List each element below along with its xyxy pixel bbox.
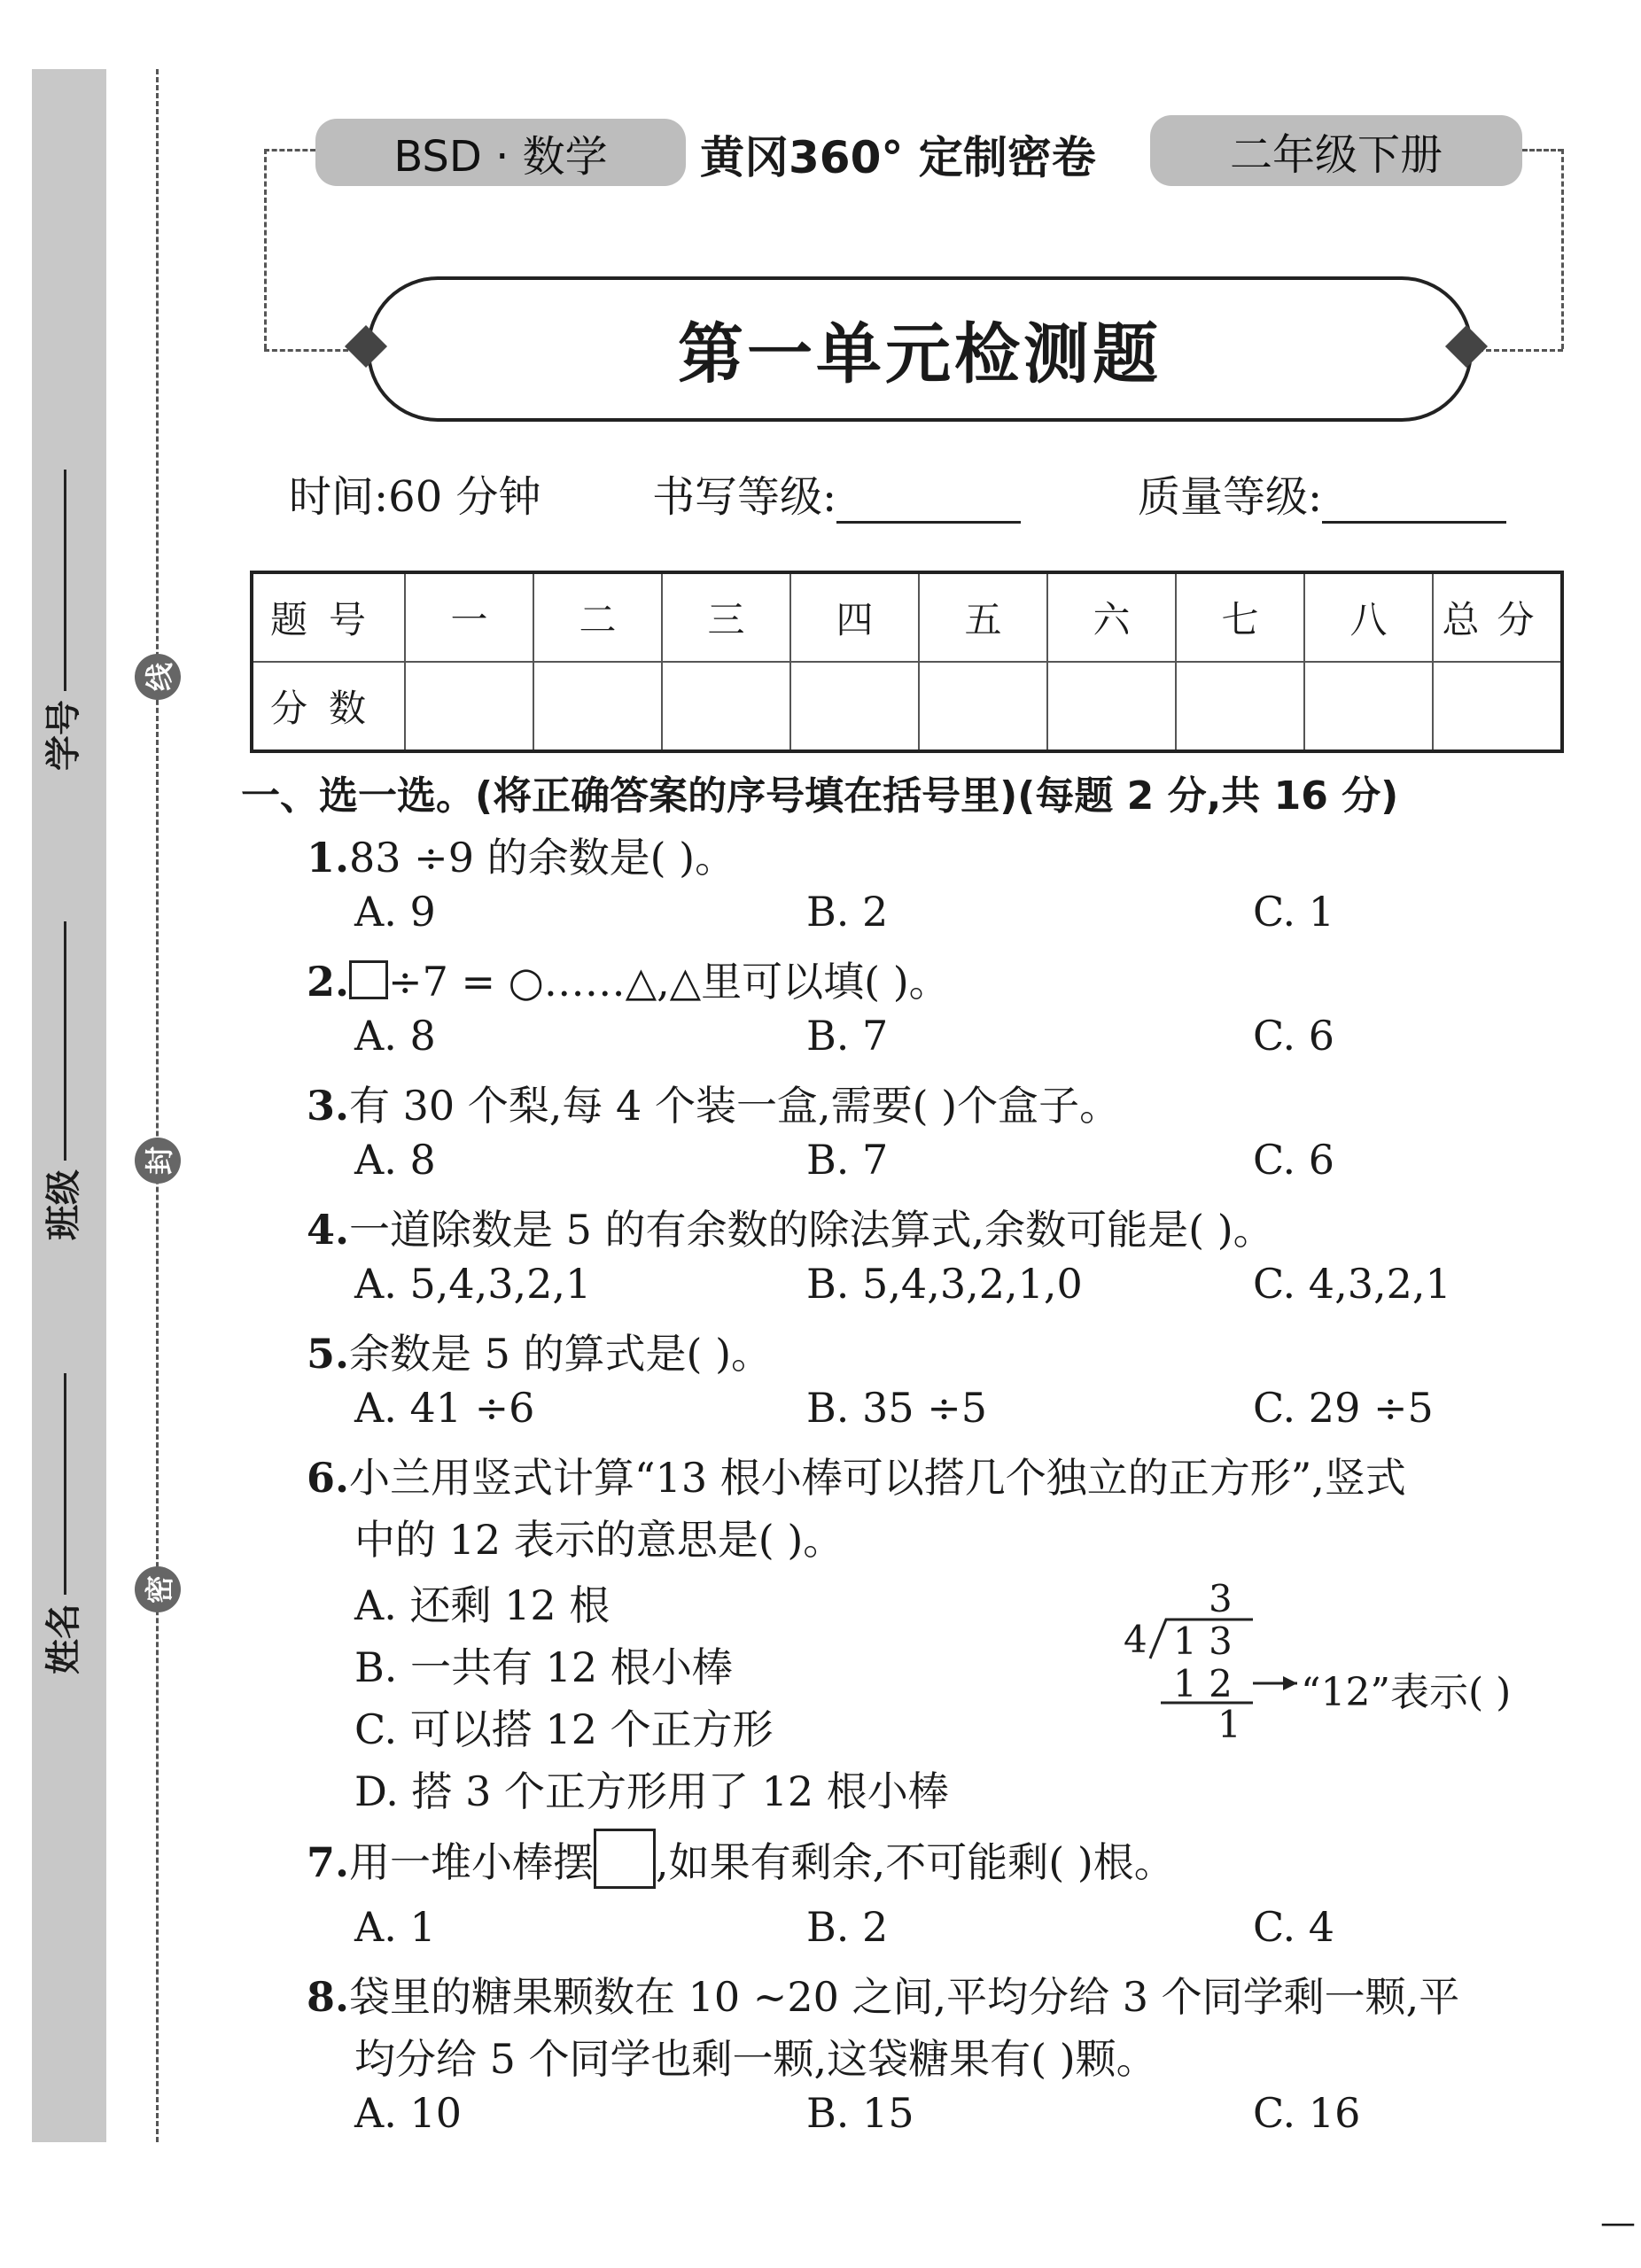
q7-text-after: ,如果有剩余,不可能剩( )根。 xyxy=(656,1838,1175,1886)
division-remainder: 1 xyxy=(1217,1703,1241,1746)
col-1: 一 xyxy=(405,572,533,662)
header-dash-left-b xyxy=(264,349,356,352)
q6-option-d[interactable]: D. 搭 3 个正方形用了 12 根小棒 xyxy=(354,1767,949,1815)
division-note: “12”表示( ) xyxy=(1301,1670,1512,1715)
col-6: 六 xyxy=(1047,572,1176,662)
score-cell[interactable] xyxy=(790,662,919,751)
grade-badge: 二年级下册 xyxy=(1150,115,1522,186)
seal-seal: 封 xyxy=(135,1138,181,1184)
col-3: 三 xyxy=(662,572,790,662)
q8-option-c[interactable]: C. 16 xyxy=(1253,2089,1361,2137)
q6-line2: 中的 12 表示的意思是( )。 xyxy=(354,1516,844,1564)
binding-strip xyxy=(32,69,106,2142)
question-1 xyxy=(307,826,735,884)
section-1-heading: 一、选一选。(将正确答案的序号填在括号里)(每题 2 分,共 16 分) xyxy=(241,773,1399,819)
header-dash-left-v xyxy=(264,149,267,349)
q1-option-b[interactable]: B. 2 xyxy=(806,888,889,936)
q8-option-b[interactable]: B. 15 xyxy=(806,2089,914,2137)
q4-number: 4. xyxy=(307,1206,350,1254)
score-table xyxy=(250,571,1564,753)
header-dash-right xyxy=(1522,149,1563,151)
score-table-header-row xyxy=(252,572,1562,662)
col-5: 五 xyxy=(919,572,1047,662)
q6-line1: 小兰用竖式计算“13 根小棒可以搭几个独立的正方形”,竖式 xyxy=(349,1454,1406,1502)
q6-number: 6. xyxy=(307,1454,350,1502)
score-cell[interactable] xyxy=(919,662,1047,751)
seal-line: 线 xyxy=(135,654,181,700)
question-6 xyxy=(307,1446,1406,1504)
writing-grade-label: 书写等级: xyxy=(652,472,837,522)
square-shape-icon xyxy=(594,1829,656,1889)
page-footer-mark: — xyxy=(1600,2202,1636,2243)
q1-option-a[interactable]: A. 9 xyxy=(354,888,436,936)
q5-text: 余数是 5 的算式是( )。 xyxy=(349,1330,773,1378)
q1-option-c[interactable]: C. 1 xyxy=(1253,888,1335,936)
question-3 xyxy=(307,1074,1120,1132)
col-2: 二 xyxy=(533,572,662,662)
score-cell[interactable] xyxy=(533,662,662,751)
name-line[interactable] xyxy=(64,1373,66,1595)
score-cell[interactable] xyxy=(1047,662,1176,751)
seal-secret: 密 xyxy=(135,1566,181,1612)
q4-option-b[interactable]: B. 5,4,3,2,1,0 xyxy=(806,1260,1083,1308)
q7-option-a[interactable]: A. 1 xyxy=(354,1903,436,1951)
question-4 xyxy=(307,1198,1274,1256)
q5-option-c[interactable]: C. 29 ÷5 xyxy=(1253,1384,1434,1432)
q7-number: 7. xyxy=(307,1838,350,1886)
header-dash-right-b xyxy=(1478,349,1563,352)
page-title: 第一单元检测题 xyxy=(367,276,1473,422)
question-2 xyxy=(307,950,950,1008)
q5-option-a[interactable]: A. 41 ÷6 xyxy=(354,1384,535,1432)
class-line[interactable] xyxy=(64,921,66,1161)
question-7 xyxy=(307,1829,1175,1889)
col-4: 四 xyxy=(790,572,919,662)
q7-text-before: 用一堆小棒摆 xyxy=(349,1838,595,1886)
row-head-score: 分数 xyxy=(252,662,405,751)
q6-option-a[interactable]: A. 还剩 12 根 xyxy=(354,1581,611,1629)
division-quotient: 3 xyxy=(1209,1577,1233,1620)
q1-text: 83 ÷9 的余数是( )。 xyxy=(349,834,736,882)
q8-line2: 均分给 5 个同学也剩一颗,这袋糖果有( )颗。 xyxy=(354,2035,1157,2083)
quality-grade xyxy=(1138,462,1506,524)
class-label: 班级 xyxy=(43,1169,84,1240)
quality-grade-field[interactable] xyxy=(1322,485,1506,524)
col-total: 总分 xyxy=(1433,572,1562,662)
writing-grade xyxy=(652,462,1021,524)
name-label: 姓名 xyxy=(43,1604,84,1674)
q2-option-b[interactable]: B. 7 xyxy=(806,1012,889,1060)
q8-line1: 袋里的糖果颗数在 10 ~20 之间,平均分给 3 个同学剩一颗,平 xyxy=(349,1973,1460,2021)
q2-number: 2. xyxy=(307,958,350,1006)
binding-cut-line xyxy=(156,69,159,2142)
score-cell[interactable] xyxy=(662,662,790,751)
score-cell[interactable] xyxy=(1433,662,1562,751)
division-dividend: 1 3 xyxy=(1173,1619,1233,1663)
division-divisor: 4 xyxy=(1124,1618,1147,1661)
header-dash-left xyxy=(264,149,315,151)
q6-option-c[interactable]: C. 可以搭 12 个正方形 xyxy=(354,1705,774,1753)
score-cell[interactable] xyxy=(1304,662,1433,751)
quality-grade-label: 质量等级: xyxy=(1138,472,1323,522)
q6-option-b[interactable]: B. 一共有 12 根小棒 xyxy=(354,1643,733,1691)
q1-number: 1. xyxy=(307,834,350,882)
score-table-score-row xyxy=(252,662,1562,751)
student-id-label: 学号 xyxy=(43,700,84,771)
q8-number: 8. xyxy=(307,1973,350,2021)
time-limit: 时间:60 分钟 xyxy=(289,472,541,522)
question-5 xyxy=(307,1322,772,1380)
score-cell[interactable] xyxy=(1176,662,1304,751)
writing-grade-field[interactable] xyxy=(836,485,1021,524)
q2-option-a[interactable]: A. 8 xyxy=(354,1012,436,1060)
q3-option-b[interactable]: B. 7 xyxy=(806,1136,889,1184)
q3-text: 有 30 个梨,每 4 个装一盒,需要( )个盒子。 xyxy=(349,1082,1121,1130)
q5-number: 5. xyxy=(307,1330,350,1378)
row-head-question: 题号 xyxy=(252,572,405,662)
q7-option-b[interactable]: B. 2 xyxy=(806,1903,889,1951)
q4-text: 一道除数是 5 的有余数的除法算式,余数可能是( )。 xyxy=(349,1206,1274,1254)
long-division xyxy=(1120,1577,1616,1745)
q2-option-c[interactable]: C. 6 xyxy=(1253,1012,1335,1060)
score-cell[interactable] xyxy=(405,662,533,751)
q4-option-c[interactable]: C. 4,3,2,1 xyxy=(1253,1260,1451,1308)
col-8: 八 xyxy=(1304,572,1433,662)
q4-option-a[interactable]: A. 5,4,3,2,1 xyxy=(354,1260,592,1308)
q7-option-c[interactable]: C. 4 xyxy=(1253,1903,1335,1951)
q3-option-a[interactable]: A. 8 xyxy=(354,1136,436,1184)
q8-option-a[interactable]: A. 10 xyxy=(354,2089,462,2137)
subject-badge: BSD · 数学 xyxy=(315,119,686,186)
brand-title: 黄冈360° 定制密卷 xyxy=(700,132,1096,183)
q3-option-c[interactable]: C. 6 xyxy=(1253,1136,1335,1184)
q2-text: ÷7 = ○……△,△里可以填( )。 xyxy=(388,958,950,1006)
division-product: 1 2 xyxy=(1173,1662,1233,1705)
q5-option-b[interactable]: B. 35 ÷5 xyxy=(806,1384,988,1432)
q3-number: 3. xyxy=(307,1082,350,1130)
student-id-line[interactable] xyxy=(64,470,66,691)
square-placeholder xyxy=(349,960,388,999)
header-dash-right-v xyxy=(1561,149,1564,349)
question-8 xyxy=(307,1965,1459,2023)
col-7: 七 xyxy=(1176,572,1304,662)
